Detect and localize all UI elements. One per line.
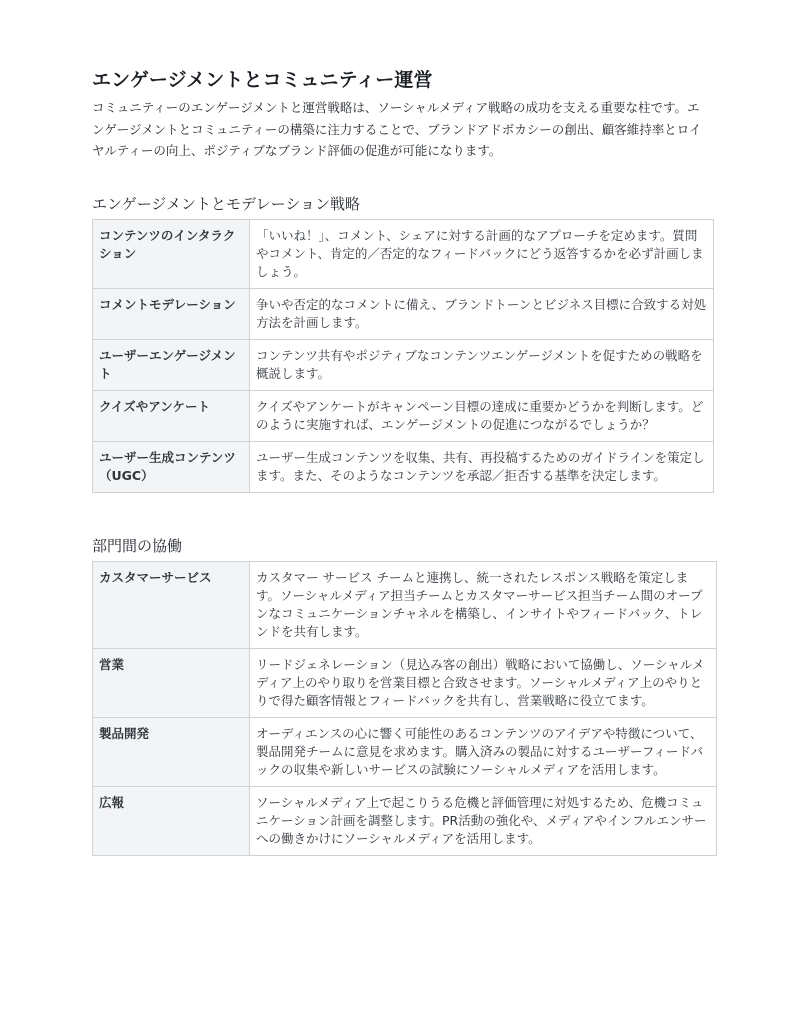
row-label: 広報 [93,786,250,855]
row-label: 営業 [93,648,250,717]
table-row [93,390,714,441]
row-description: ソーシャルメディア上で起こりうる危機と評価管理に対処するため、危機コミュニケーション計画を調整します。PR活動の強化や、メディアやインフルエンサーへの働きかけにソーシャルメディアを活用します。 [250,786,717,855]
table-row [93,339,714,390]
row-label: ユーザーエンゲージメント [93,339,250,390]
row-description: クイズやアンケートがキャンペーン目標の達成に重要かどうかを判断します。どのように実施すれば、エンゲージメントの促進につながるでしょうか？ [250,390,714,441]
row-label: クイズやアンケート [93,390,250,441]
section-heading-collaboration: 部門間の協働 [92,536,183,555]
intro-paragraph: コミュニティーのエンゲージメントと運営戦略は、ソーシャルメディア戦略の成功を支える重要な柱です。エンゲージメントとコミュニティーの構築に注力することで、ブランドアドボカシーの創出、顧客維持率とロイヤルティーの向上、ポジティブなブランド評価の促進が可能になります。 [92,100,702,158]
cross-department-table [92,561,717,856]
table-row [93,648,717,717]
table-row [93,717,717,786]
row-description: カスタマー サービス チームと連携し、統一されたレスポンス戦略を策定します。ソーシャルメディア担当チームとカスタマーサービス担当チーム間のオープンなコミュニケーションチャネルを構築し、インサイトやフィードバック、トレンドを共有します。 [250,561,717,648]
row-label: カスタマーサービス [93,561,250,648]
row-description: コンテンツ共有やポジティブなコンテンツエンゲージメントを促すための戦略を概説します。 [250,339,714,390]
row-label: ユーザー生成コンテンツ（UGC） [93,441,250,492]
page-title: エンゲージメントとコミュニティー運営 [92,69,433,91]
document-body [92,66,717,856]
row-label: コメントモデレーション [93,288,250,339]
table-row [93,288,714,339]
table-row [93,561,717,648]
table-row [93,441,714,492]
table-row [93,219,714,288]
row-label: コンテンツのインタラクション [93,219,250,288]
row-description: ユーザー生成コンテンツを収集、共有、再投稿するためのガイドラインを策定します。また、そのようなコンテンツを承認／拒否する基準を決定します。 [250,441,714,492]
row-description: 「いいね！」、コメント、シェアに対する計画的なアプローチを定めます。質問やコメント、肯定的／否定的なフィードバックにどう返答するかを必ず計画しましょう。 [250,219,714,288]
section-heading-engagement: エンゲージメントとモデレーション戦略 [92,194,361,213]
engagement-strategy-table [92,219,714,493]
row-description: 争いや否定的なコメントに備え、ブランドトーンとビジネス目標に合致する対処方法を計画します。 [250,288,714,339]
row-description: リードジェネレーション（見込み客の創出）戦略において協働し、ソーシャルメディア上のやり取りを営業目標と合致させます。ソーシャルメディア上のやりとりで得た顧客情報とフィードバックを共有し、営業戦略に役立てます。 [250,648,717,717]
table-row [93,786,717,855]
row-label: 製品開発 [93,717,250,786]
row-description: オーディエンスの心に響く可能性のあるコンテンツのアイデアや特徴について、製品開発チームに意見を求めます。購入済みの製品に対するユーザーフィードバックの収集や新しいサービスの試験にソーシャルメディアを活用します。 [250,717,717,786]
